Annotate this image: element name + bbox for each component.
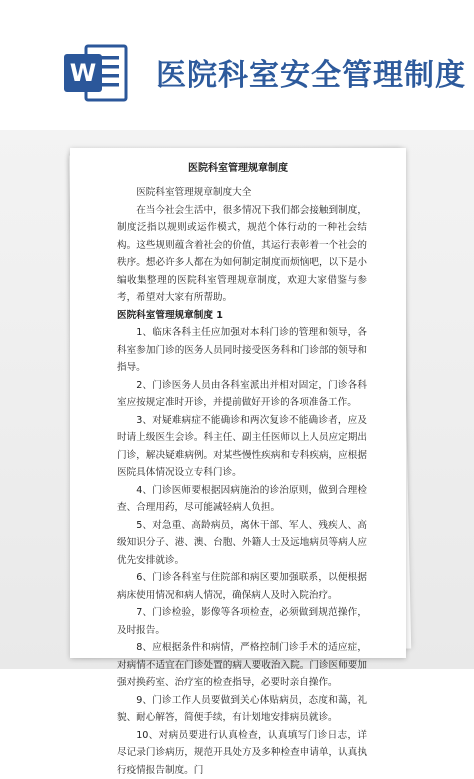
section-heading: 医院科室管理规章制度 1: [117, 307, 367, 325]
word-document-icon: [62, 42, 130, 104]
rule-item: 4、门诊医师要根据因病施治的诊治原则，做到合理检查、合理用药，尽可能减轻病人负担。: [117, 482, 367, 517]
banner-title: 医院科室安全管理制度: [156, 50, 466, 94]
rule-item: 5、对急重、高龄病员，离休干部、军人、残疾人、高级知识分子、港、澳、台胞、外籍人士及远地病员等病人应优先安排就诊。: [117, 517, 367, 570]
document-title: 医院科室管理规章制度: [70, 160, 406, 178]
document-body: [117, 184, 367, 779]
rule-item: 3、对疑难病症不能确诊和两次复诊不能确诊者，应及时请上级医生会诊。科主任、副主任医师以上人员应定期出门诊，解决疑难病例。对某些慢性疾病和专科疾病，应根据医院具体情况设立专科门诊。: [117, 412, 367, 482]
svg-text:W: W: [70, 59, 96, 87]
document-subtitle: 医院科室管理规章制度大全: [117, 184, 367, 202]
rule-item: 7、门诊检验，影像等各项检查，必须做到规范操作，及时报告。: [117, 604, 367, 639]
intro-paragraph: 在当今社会生活中，很多情况下我们都会接触到制度，制度泛指以规则或运作模式，规范个体行动的一种社会结构。这些规则蕴含着社会的价值，其运行表彰着一个社会的秩序。想必许多人都在为如何制定制度而烦恼吧，以下是小编收集整理的医院科室管理规章制度，欢迎大家借鉴与参考，希望对大家有所帮助。: [117, 202, 367, 307]
rule-item: 8、应根据条件和病情，严格控制门诊手术的适应症，对病情不适宜在门诊处置的病人要收治入院。门诊医师要加强对换药室、治疗室的检查指导，必要时亲自操作。: [117, 639, 367, 692]
banner: [0, 0, 474, 140]
rule-item: 1、临床各科主任应加强对本科门诊的管理和领导，各科室参加门诊的医务人员同时接受医务科和门诊部的领导和指导。: [117, 324, 367, 377]
rule-item: 10、对病员要进行认真检查，认真填写门诊日志，详尽记录门诊病历，规范开具处方及多种检查申请单，认真执行疫情报告制度。门: [117, 727, 367, 779]
rule-item: 9、门诊工作人员要做到关心体贴病员，态度和蔼，礼貌、耐心解答，简便手续，有计划地安排病员就诊。: [117, 692, 367, 727]
rule-item: 6、门诊各科室与住院部和病区要加强联系，以便根据病床使用情况和病人情况，确保病人及时入院治疗。: [117, 569, 367, 604]
document-page: [70, 148, 406, 658]
rule-item: 2、门诊医务人员由各科室派出并相对固定，门诊各科室应按规定准时开诊，并提前做好开诊的各项准备工作。: [117, 377, 367, 412]
